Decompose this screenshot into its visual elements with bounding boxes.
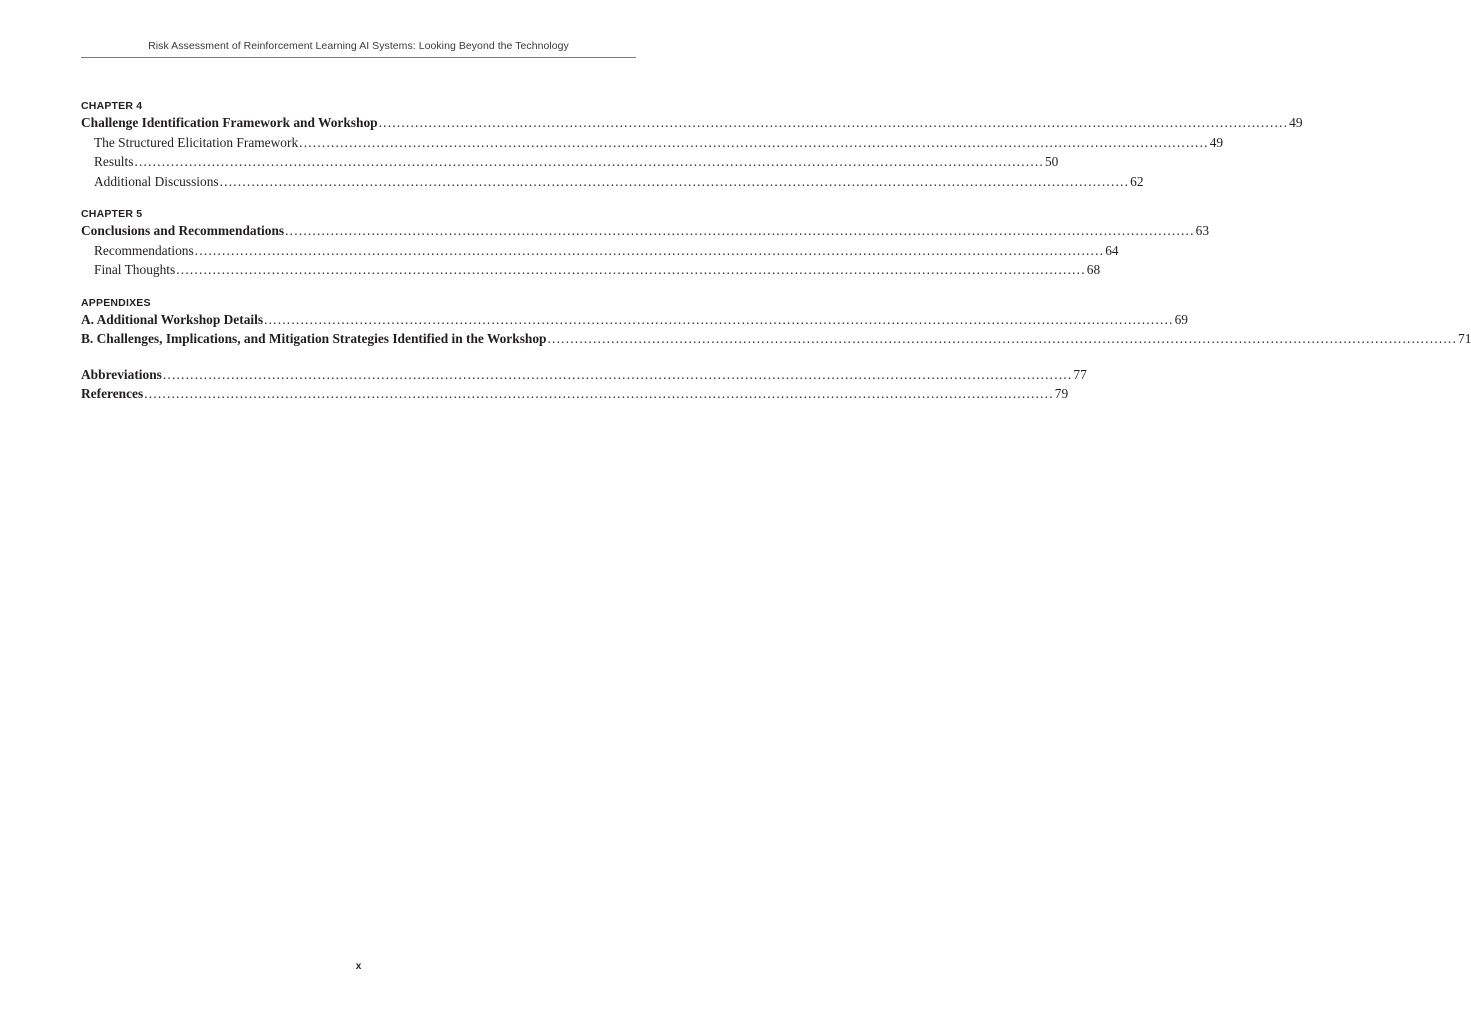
toc-entry-challenge-identification[interactable] xyxy=(81,113,1303,133)
header-divider xyxy=(81,57,636,58)
toc-entry-conclusions[interactable] xyxy=(81,221,1210,241)
toc-entry-title: Results xyxy=(94,154,134,169)
toc-entry-title: References xyxy=(81,386,144,401)
spacer xyxy=(81,349,636,365)
toc-entry-page: 79 xyxy=(1054,386,1069,401)
toc-entry-page: 64 xyxy=(1105,242,1119,258)
dot-leader: ........................................................................................................................................................................................................ xyxy=(378,115,1289,130)
toc-entry-recommendations[interactable] xyxy=(81,241,1119,261)
dot-leader: ........................................................................................................................................................................................................ xyxy=(162,366,1073,382)
toc-entry-page: 50 xyxy=(1044,154,1059,169)
toc-entry-additional-discussions[interactable] xyxy=(81,172,1144,192)
toc-entry-appendix-b[interactable] xyxy=(81,329,1471,349)
dot-leader: ........................................................................................................................................................................................................ xyxy=(547,331,1458,346)
spacer xyxy=(81,191,636,207)
running-header: Risk Assessment of Reinforcement Learning AI Systems: Looking Beyond the Technology xyxy=(148,40,569,52)
dot-leader: ........................................................................................................................................................................................................ xyxy=(134,154,1044,169)
toc-entry-results[interactable] xyxy=(81,152,1059,172)
toc-entry-references[interactable] xyxy=(81,384,1069,404)
toc-entry-page: 68 xyxy=(1086,262,1101,277)
toc-entry-final-thoughts[interactable] xyxy=(81,260,1101,280)
toc-entry-title: Abbreviations xyxy=(81,366,162,382)
toc-entry-title: Additional Discussions xyxy=(94,173,219,189)
dot-leader: ........................................................................................................................................................................................................ xyxy=(219,173,1130,189)
toc-entry-appendix-a[interactable] xyxy=(81,310,1188,330)
toc-entry-page: 77 xyxy=(1073,366,1087,382)
dot-leader: ........................................................................................................................................................................................................ xyxy=(285,223,1195,238)
toc-entry-page: 49 xyxy=(1289,115,1303,130)
page-number: x xyxy=(355,961,362,972)
toc-entry-page: 49 xyxy=(1209,134,1224,150)
toc-entry-structured-elicitation[interactable] xyxy=(81,133,1224,153)
chapter-5-label: CHAPTER 5 xyxy=(81,208,143,220)
toc-entry-title: A. Additional Workshop Details xyxy=(81,311,264,327)
toc-entry-title: Conclusions and Recommendations xyxy=(81,223,285,238)
dot-leader: ........................................................................................................................................................................................................ xyxy=(176,262,1086,277)
dot-leader: ........................................................................................................................................................................................................ xyxy=(194,242,1105,258)
toc-entry-abbreviations[interactable] xyxy=(81,365,1087,385)
toc-entry-title: Final Thoughts xyxy=(94,262,176,277)
dot-leader: ........................................................................................................................................................................................................ xyxy=(264,311,1174,327)
dot-leader: ........................................................................................................................................................................................................ xyxy=(299,134,1209,150)
dot-leader: ........................................................................................................................................................................................................ xyxy=(144,386,1054,401)
toc-entry-page: 62 xyxy=(1130,173,1144,189)
toc-entry-title: Recommendations xyxy=(94,242,194,258)
toc-entry-title: B. Challenges, Implications, and Mitigation Strategies Identified in the Workshop xyxy=(81,331,547,346)
toc-entry-title: The Structured Elicitation Framework xyxy=(94,134,299,150)
table-of-contents xyxy=(81,99,1471,404)
chapter-4-label: CHAPTER 4 xyxy=(81,100,143,112)
appendixes-label: APPENDIXES xyxy=(81,296,151,309)
toc-entry-title: Challenge Identification Framework and Workshop xyxy=(81,115,378,130)
spacer xyxy=(81,280,636,296)
toc-entry-page: 69 xyxy=(1174,311,1188,327)
toc-entry-page: 71 xyxy=(1458,331,1471,346)
toc-entry-page: 63 xyxy=(1195,223,1210,238)
